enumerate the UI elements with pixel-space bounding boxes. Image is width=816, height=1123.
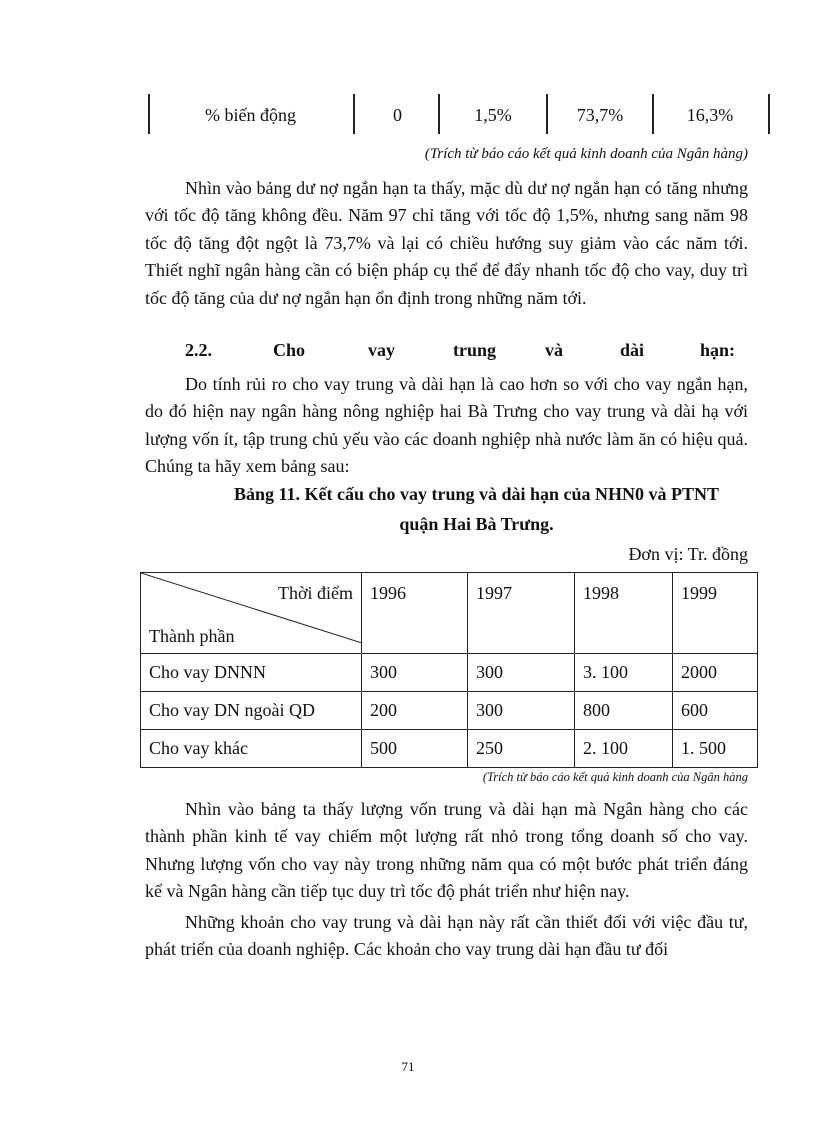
year-header: 1996: [362, 573, 468, 654]
row-divider: [768, 94, 770, 134]
variation-label: % biến động: [205, 105, 296, 125]
table-cell: 300: [468, 692, 575, 730]
table-header-row: [141, 573, 758, 654]
table-cell: 2000: [673, 654, 758, 692]
time-header: Thời điểm: [277, 583, 353, 603]
heading-word: dài: [620, 340, 645, 360]
heading-word: vay: [368, 340, 395, 360]
heading-word: trung: [453, 340, 497, 360]
table-cell: 500: [362, 730, 468, 768]
table-cell: 1. 500: [673, 730, 758, 768]
table-cell: 300: [362, 654, 468, 692]
source-note-2: (Trích từ báo cáo kết quả kinh doanh của Ngân hàng: [482, 770, 748, 784]
heading-number: 2.2.: [185, 340, 212, 360]
table-cell: 2. 100: [575, 730, 673, 768]
variation-value: 1,5%: [474, 105, 512, 125]
row-label: Cho vay DN ngoài QD: [141, 692, 362, 730]
table-title-line-2: quận Hai Bà Trưng.: [399, 514, 554, 534]
year-header: 1997: [468, 573, 575, 654]
source-note-1: (Trích từ báo cáo kết quả kinh doanh của Ngân hàng): [424, 146, 748, 162]
table-cell: 300: [468, 654, 575, 692]
variation-value: 73,7%: [576, 105, 624, 125]
row-label: Cho vay khác: [141, 730, 362, 768]
paragraph-1: Nhìn vào bảng dư nợ ngắn hạn ta thấy, mặc dù dư nợ ngắn hạn có tăng nhưng với tốc độ tăng không đều. Năm 97 chỉ tăng với tốc độ 1,5%, nhưng sang năm 98 tốc độ tăng đột ngột là 73,7% và lại có chiều hướng suy giảm vào các năm tới. Thiết nghĩ ngân hàng cần có biện pháp cụ thể để đẩy nhanh tốc độ cho vay, duy trì tốc độ tăng của dư nợ ngắn hạn ổn định trong những năm tới.: [145, 178, 748, 308]
component-header: Thành phần: [149, 626, 235, 646]
heading-word: Cho: [273, 340, 306, 360]
corner-cell: [141, 573, 362, 654]
table-cell: 600: [673, 692, 758, 730]
year-header: 1999: [673, 573, 758, 654]
row-label: Cho vay DNNN: [141, 654, 362, 692]
year-header: 1998: [575, 573, 673, 654]
heading-word: và: [545, 340, 563, 360]
table-row: [141, 692, 758, 730]
variation-value: 0: [393, 105, 402, 125]
table-cell: 3. 100: [575, 654, 673, 692]
page-number: 71: [401, 1059, 415, 1074]
paragraph-2: Do tính rủi ro cho vay trung và dài hạn là cao hơn so với cho vay ngắn hạn, do đó hiện nay ngân hàng nông nghiệp hai Bà Trưng cho vay trung và dài hạ với lượng vốn ít, tập trung chủ yếu vào các doanh nghiệp nhà nước làm ăn có hiệu quả. Chúng ta hãy xem bảng sau:: [145, 374, 748, 477]
table-cell: 250: [468, 730, 575, 768]
table-row: [141, 730, 758, 768]
variation-row: [148, 94, 770, 134]
paragraph-4: Những khoản cho vay trung và dài hạn này rất cần thiết đối với việc đầu tư, phát triển của doanh nghiệp. Các khoản cho vay trung dài hạn đầu tư đối: [145, 912, 748, 960]
table-cell: 200: [362, 692, 468, 730]
table-row: [141, 654, 758, 692]
table-cell: 800: [575, 692, 673, 730]
paragraph-3: Nhìn vào bảng ta thấy lượng vốn trung và dài hạn mà Ngân hàng cho các thành phần kinh tế vay chiếm một lượng rất nhỏ trong tổng doanh số cho vay. Nhưng lượng vốn cho vay này trong những năm qua có một bước phát triển đáng kể và Ngân hàng cần tiếp tục duy trì tốc độ phát triển như hiện nay.: [145, 799, 748, 902]
heading-word: hạn:: [700, 340, 736, 360]
table-title: Bảng 11. Kết cấu cho vay trung và dài hạn của NHN0 và PTNT: [233, 484, 720, 504]
variation-value: 16,3%: [686, 105, 734, 125]
unit-label: Đơn vị: Tr. đồng: [628, 544, 748, 564]
loan-structure-table: [140, 572, 758, 768]
